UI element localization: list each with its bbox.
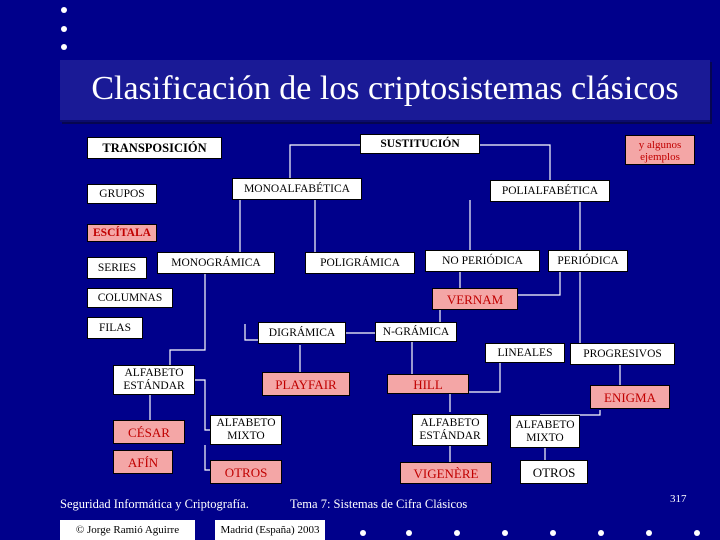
node-monogramica: MONOGRÁMICA (157, 252, 275, 274)
decor-bullet (646, 530, 652, 536)
decor-bullet (502, 530, 508, 536)
node-progresivos: PROGRESIVOS (570, 343, 675, 365)
node-afin: AFÍN (113, 450, 173, 474)
decor-bullet (598, 530, 604, 536)
node-cesar: CÉSAR (113, 420, 185, 444)
node-n-gramica: N-GRÁMICA (375, 322, 457, 342)
node-columnas: COLUMNAS (87, 288, 173, 308)
node-lineales: LINEALES (485, 343, 565, 363)
footer-topic: Tema 7: Sistemas de Cifra Clásicos (290, 497, 468, 511)
decor-bullet (406, 530, 412, 536)
node-alfabeto-estandar-1: ALFABETO ESTÁNDAR (113, 365, 195, 395)
node-alfabeto-mixto-2: ALFABETO MIXTO (510, 415, 580, 448)
node-vernam: VERNAM (432, 288, 518, 310)
decor-bullet (454, 530, 460, 536)
node-playfair: PLAYFAIR (262, 372, 350, 396)
node-periodica: PERIÓDICA (548, 250, 628, 272)
footer-author: © Jorge Ramió Aguirre (60, 520, 195, 540)
node-grupos: GRUPOS (87, 184, 157, 204)
footer-page-number: 317 (670, 493, 687, 505)
node-otros-2: OTROS (520, 460, 588, 484)
node-series: SERIES (87, 257, 147, 279)
node-poligramica: POLIGRÁMICA (305, 252, 415, 274)
node-hill: HILL (387, 374, 469, 394)
decor-bullet (550, 530, 556, 536)
note-examples: y algunos ejemplos (625, 135, 695, 165)
footer-course: Seguridad Informática y Criptografía. (60, 497, 249, 511)
node-enigma: ENIGMA (590, 385, 670, 409)
node-no-periodica: NO PERIÓDICA (425, 250, 540, 272)
node-filas: FILAS (87, 317, 143, 339)
node-alfabeto-estandar-2: ALFABETO ESTÁNDAR (412, 414, 488, 446)
node-transposicion: TRANSPOSICIÓN (87, 137, 222, 159)
node-sustitucion: SUSTITUCIÓN (360, 134, 480, 154)
node-alfabeto-mixto-1: ALFABETO MIXTO (210, 415, 282, 445)
node-monoalfabetica: MONOALFABÉTICA (232, 178, 362, 200)
decor-bullet (694, 530, 700, 536)
node-digramica: DIGRÁMICA (258, 322, 346, 344)
node-escitala: ESCÍTALA (87, 224, 157, 242)
node-vigenere: VIGENÈRE (400, 462, 492, 484)
footer-location: Madrid (España) 2003 (215, 520, 325, 540)
decor-bullet (360, 530, 366, 536)
node-otros-1: OTROS (210, 460, 282, 484)
page-title: Clasificación de los criptosistemas clásicos (91, 70, 679, 107)
node-polialfabetica: POLIALFABÉTICA (490, 180, 610, 202)
